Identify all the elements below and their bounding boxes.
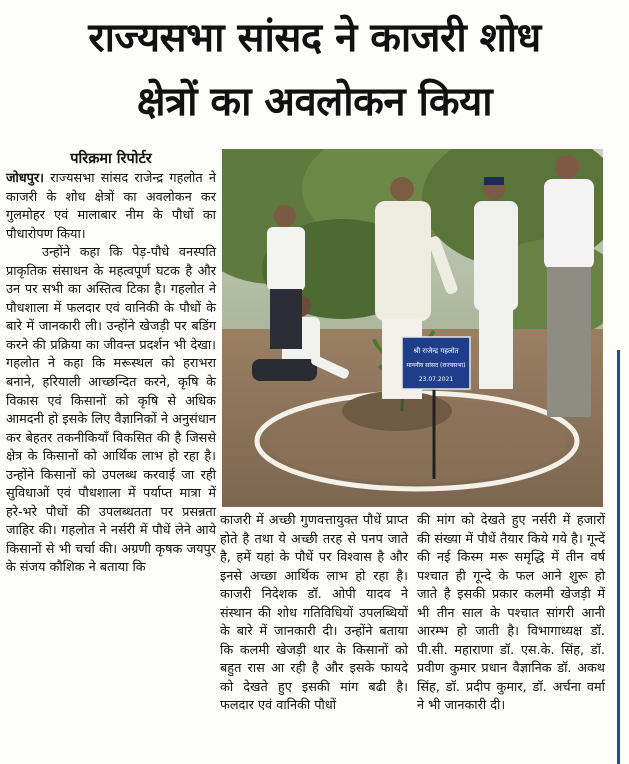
byline: परिक्रमा रिपोर्टर [70, 151, 152, 167]
plaque-name: श्री राजेन्द्र गहलोत [413, 347, 459, 355]
article-column-3 [417, 512, 605, 716]
article-column-2-text: काजरी में अच्छी गुणवत्तायुक्त पौधें प्राप्त होते है तथा ये अच्छी तरह से पनप जाते है, हमें यहां के पौधें पर विश्वास है और इनसे अच्छा आर्थिक लाभ हो रहा है। काजरी निदेशक डॉ. ओपी यादव ने संस्थान की शोध गतिविधियों उपलब्धियों के बारे में जानकारी दी। उन्होंने बताया कि कलमी खेजड़ी थार के किसानों को बहुत रास आ रही है और इसके फायदे को देखते हुए इसकी मांग बढी है। फलदार एवं वानिकी पौधों [220, 513, 408, 714]
dateline: जोधपुर। [6, 171, 45, 186]
headline-line-2: क्षेत्रों का अवलोकन किया [136, 79, 493, 125]
headline-line-1: राज्यसभा सांसद ने काजरी शोध [88, 15, 541, 61]
headline [6, 6, 623, 134]
article-paragraph-2: उन्होंने कहा कि पेड़-पौधे वनस्पति प्राकृतिक संसाधन के महत्वपूर्ण घटक है और उन पर सभी का अस्तित्व टिका है। गहलोत ने पौधशाला में फलदार एवं वानिकी के पौधों के बारे में जानकारी ली। उन्होंने खेजड़ी पर बडिंग करने की प्रक्रिया का जीवन्त प्रदर्शन भी देखा। गहलोत ने कहा कि मरूस्थल को हराभरा बनाने, हरियाली आच्छन्दित करने, कृषि के विकास एवं किसानों को कृषि से अधिक आमदनी हो इसके लिए वैज्ञानिकों ने अनुसंधान कर बेहतर तकनीकियाँ विकसित की है जिससे क्षेत्र के किसानों को आर्थिक लाभ हो रहा है। उन्होंने किसानों को उपलब्ध करवाई जा रही सुविधाओं एवं पौधशाला में पर्याप्त मात्रा में हरे-भरे पौधों की उपलब्धतता पर प्रसन्नता जाहिर की। गहलोत ने नर्सरी में पौधें लेने आये किसानों से भी चर्चा की। अग्रणी कृषक जयपुर के संजय कौशिक ने बताया कि [6, 245, 216, 576]
article-paragraph-1-text: राज्यसभा सांसद राजेन्द्र गहलोत ने काजरी के शोध क्षेत्रों का अवलोकन कर गुलमोहर एवं मालाबार नीम के पौधों का पौधारोपण किया। [6, 171, 216, 242]
plaque-date: 23.07.2021 [418, 376, 454, 383]
article-column-3-text: की मांग को देखते हुए नर्सरी में हजारों की संख्या में पौधें तैयार किये गये है। गून्दें की नई किस्म मरू समृद्धि में तीन वर्ष पश्चात ही गून्दे के फल आने शुरू हो जाते है इसकी प्रकार कलमी खेजड़ी में भी तीन साल के पश्चात सांगरी आनी आरम्भ हो जाती है। विभागाध्यक्ष डॉ. पी.सी. महाराणा डॉ. एस.के. सिंह, डॉ. प्रवीण कुमार प्रधान वैज्ञानिक डॉ. अकथ सिंह, डॉ. प्रदीप कुमार, डॉ. अर्चना वर्मा ने भी जानकारी दी। [417, 513, 605, 714]
news-photo [222, 149, 603, 507]
plaque-title: माननीय सांसद (राज्यसभा) [406, 362, 466, 369]
article-paragraph-1 [6, 170, 216, 244]
article-column-1 [6, 148, 216, 578]
article-column-2 [220, 512, 408, 716]
photo-illustration [222, 149, 603, 507]
column-rule [617, 350, 620, 764]
